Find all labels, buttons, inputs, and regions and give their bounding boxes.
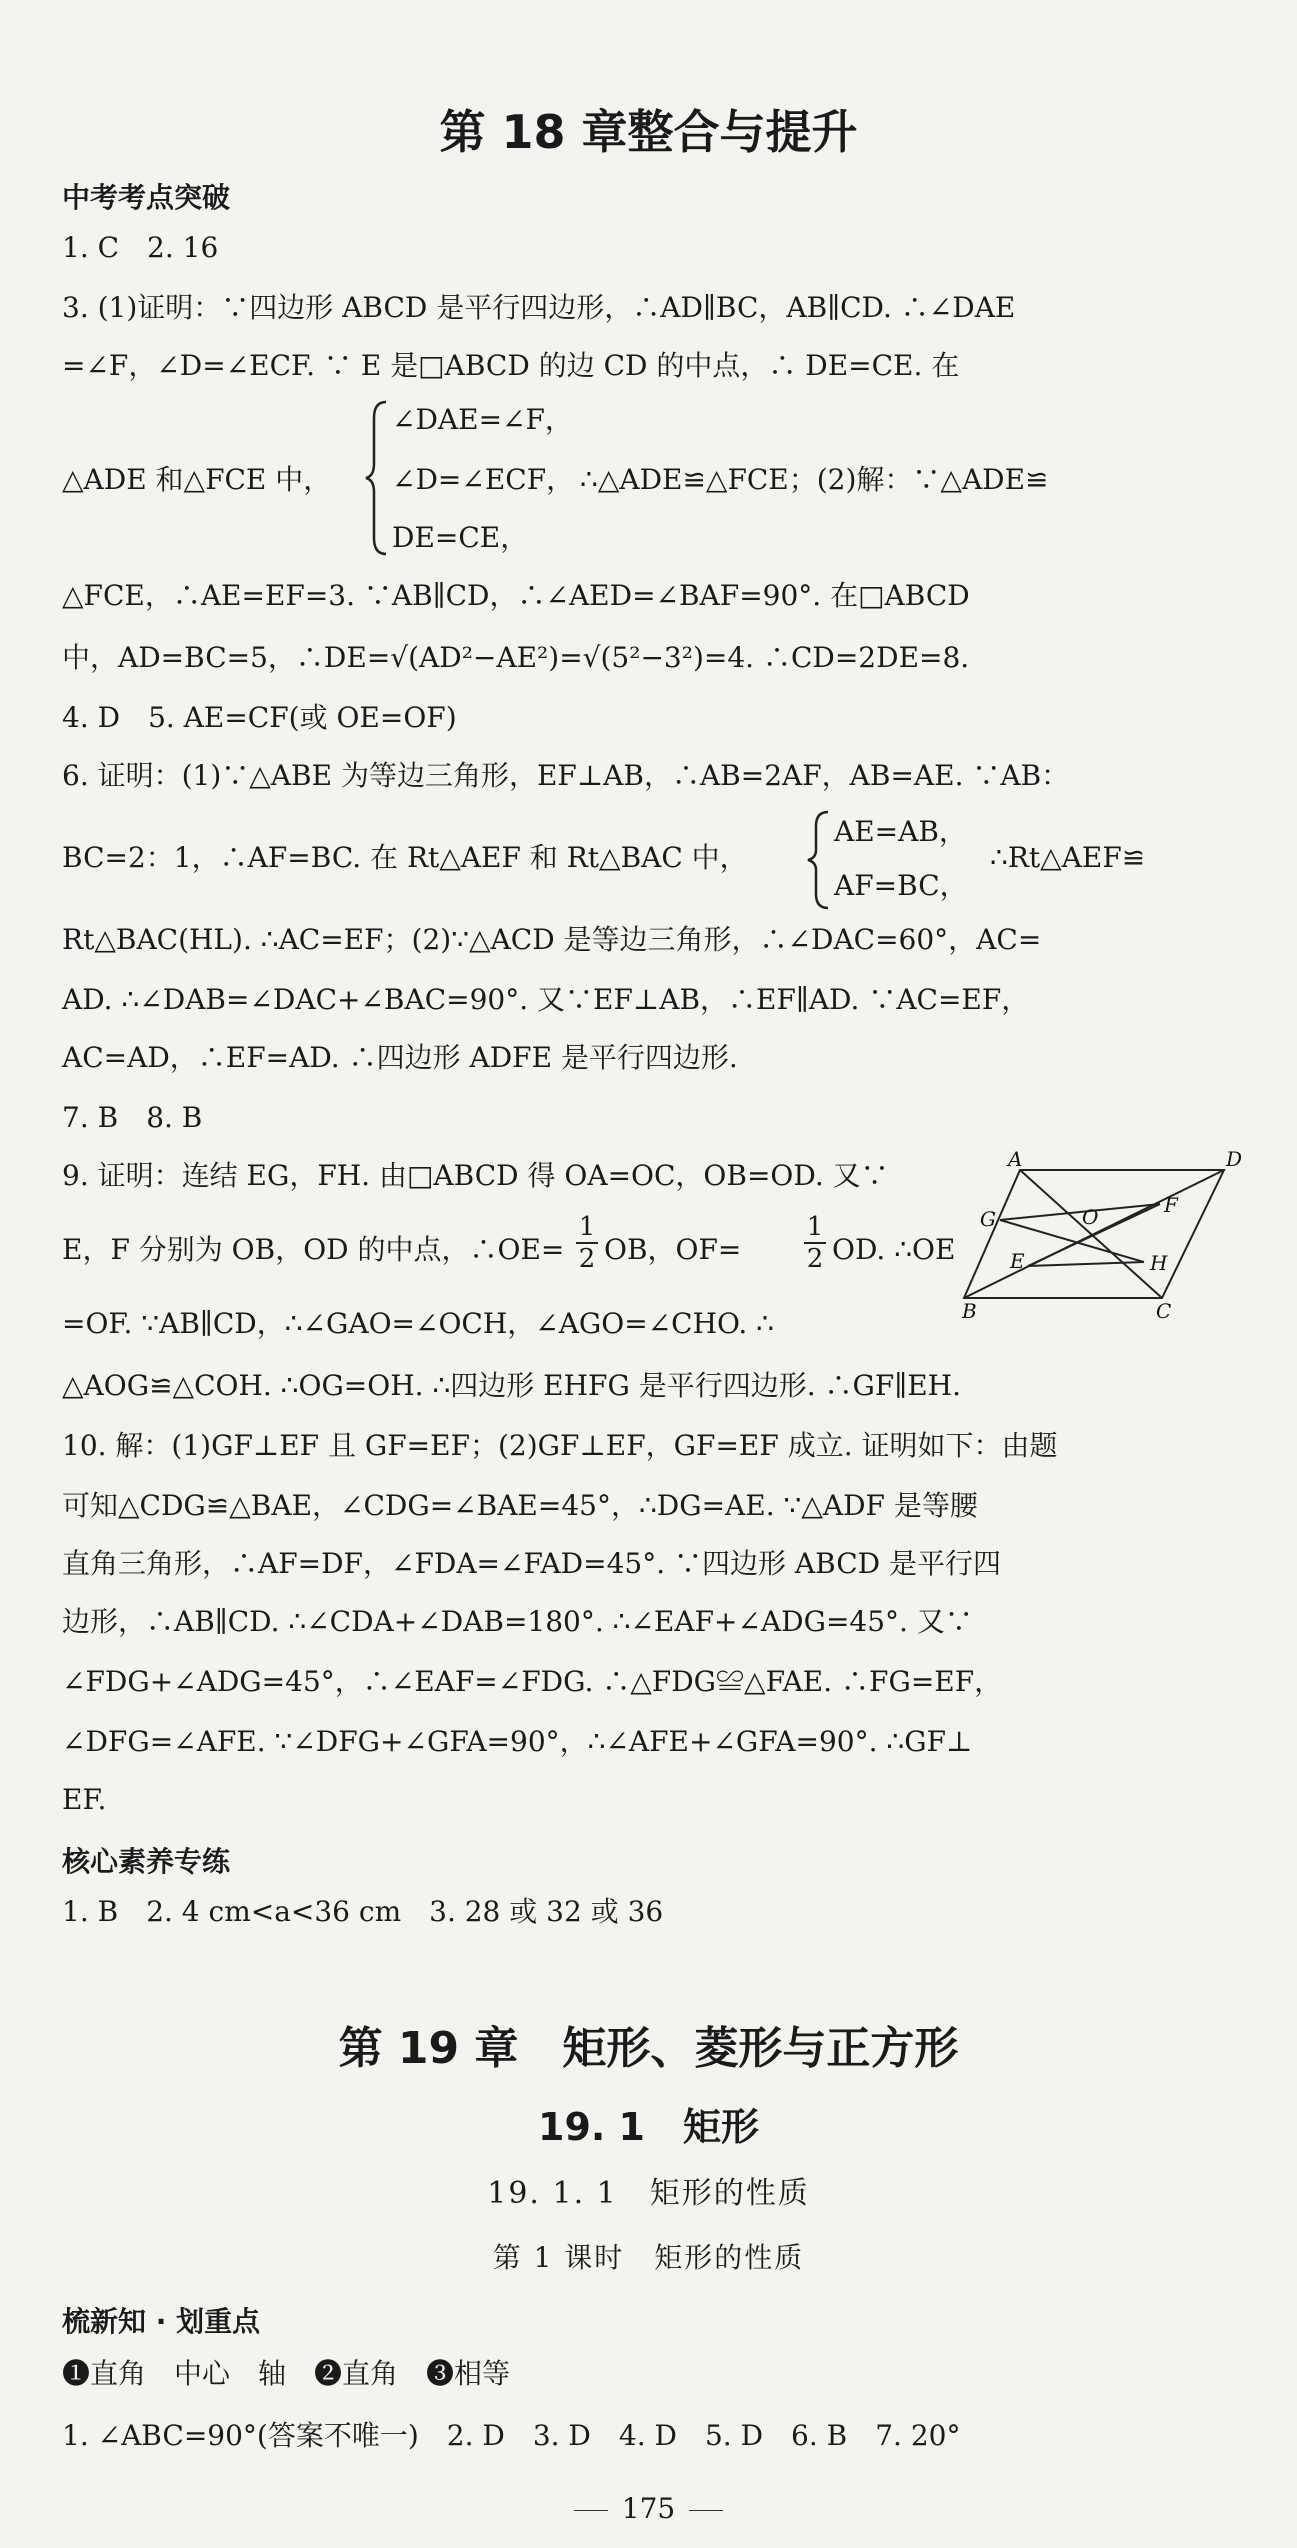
section-new-knowledge-title: 梳新知 · 划重点	[62, 2305, 261, 2338]
answer-line: ❶直角 中心 轴 ❷直角 ❸相等	[62, 2357, 511, 2390]
point-label: H	[1150, 1251, 1168, 1275]
lesson-title: 第 1 课时 矩形的性质	[492, 2241, 805, 2274]
answer-line: =∠F，∠D=∠ECF. ∵ E 是□ABCD 的边 CD 的中点，∴ DE=CE. 在	[62, 349, 960, 382]
answer-line: 直角三角形，∴AF=DF，∠FDA=∠FAD=45°. ∵四边形 ABCD 是平行四	[62, 1547, 1002, 1580]
answer-line: Rt△BAC(HL). ∴AC=EF；(2)∵△ACD 是等边三角形，∴∠DAC=60°，AC=	[62, 923, 1042, 956]
point-label: O	[1082, 1205, 1099, 1229]
page-number-text: 175	[621, 2492, 676, 2525]
section-exam-points-title: 中考考点突破	[62, 181, 231, 214]
section-core-literacy-title: 核心素养专练	[62, 1845, 231, 1878]
answer-line: 1. ∠ABC=90°(答案不唯一) 2. D 3. D 4. D 5. D 6. B 7. 20°	[62, 2419, 961, 2452]
left-brace	[804, 808, 834, 912]
point-label: E	[1010, 1249, 1025, 1273]
page-number	[0, 2492, 1297, 2525]
answer-line: ∠FDG+∠ADG=45°，∴∠EAF=∠FDG. ∴△FDG≌△FAE. ∴FG=EF，	[62, 1665, 1003, 1698]
answer-line: EF.	[62, 1783, 107, 1816]
answer-line: ∴Rt△AEF≌	[990, 841, 1146, 874]
answer-line: ∴△ADE≌△FCE；(2)解：∵△ADE≌	[580, 463, 1049, 496]
answer-line: 1. C 2. 16	[62, 231, 219, 264]
system-line: ∠D=∠ECF，	[392, 463, 575, 496]
dash-left	[574, 2510, 608, 2511]
brace-icon	[804, 808, 834, 912]
chapter19-title: 第 19 章 矩形、菱形与正方形	[338, 2023, 959, 2074]
answer-line: 9. 证明：连结 EG，FH. 由□ABCD 得 OA=OC，OB=OD. 又∵	[62, 1159, 889, 1192]
fraction-numerator: 1	[578, 1212, 596, 1242]
answer-line: △FCE，∴AE=EF=3. ∵AB∥CD，∴∠AED=∠BAF=90°. 在□ABCD	[62, 579, 970, 612]
answer-line: 中，AD=BC=5，∴DE=√(AD²−AE²)=√(5²−3²)=4. ∴CD=2DE=8.	[62, 641, 970, 674]
point-label: C	[1156, 1299, 1172, 1323]
system-line: ∠DAE=∠F，	[392, 403, 573, 436]
answer-line: ∠DFG=∠AFE. ∵∠DFG+∠GFA=90°，∴∠AFE+∠GFA=90°. ∴GF⊥	[62, 1725, 973, 1758]
answer-line: 4. D 5. AE=CF(或 OE=OF)	[62, 701, 457, 734]
diagonal-ac	[1020, 1170, 1162, 1298]
system-line: AE=AB，	[834, 815, 967, 848]
fraction-denominator: 2	[576, 1242, 598, 1274]
point-label: A	[1008, 1147, 1023, 1171]
answer-line: AC=AD，∴EF=AD. ∴四边形 ADFE 是平行四边形.	[62, 1041, 738, 1074]
answer-line: 1. B 2. 4 cm<a<36 cm 3. 28 或 32 或 36	[62, 1895, 664, 1928]
answer-line: △AOG≌△COH. ∴OG=OH. ∴四边形 EHFG 是平行四边形. ∴GF∥EH.	[62, 1369, 961, 1402]
answer-line: =OF. ∵AB∥CD，∴∠GAO=∠OCH，∠AGO=∠CHO. ∴	[62, 1307, 774, 1340]
answer-line: 可知△CDG≌△BAE，∠CDG=∠BAE=45°，∴DG=AE. ∵△ADF 是等腰	[62, 1489, 978, 1522]
left-brace	[362, 398, 392, 558]
parallelogram-figure	[962, 1147, 1243, 1323]
dash-right	[689, 2510, 723, 2511]
point-label: B	[962, 1299, 977, 1323]
brace-icon	[362, 398, 392, 558]
answer-line: △ADE 和△FCE 中，	[62, 463, 332, 496]
answer-line: 7. B 8. B	[62, 1101, 203, 1134]
chapter18-title: 第 18 章整合与提升	[439, 105, 858, 159]
fraction	[804, 1212, 826, 1274]
answer-line: AD. ∴∠DAB=∠DAC+∠BAC=90°. 又∵EF⊥AB，∴EF∥AD. ∵AC=EF，	[62, 983, 1030, 1016]
answer-line: OD. ∴OE	[832, 1233, 956, 1266]
fraction	[576, 1212, 598, 1274]
fraction-denominator: 2	[804, 1242, 826, 1274]
system-line: AF=BC，	[834, 869, 968, 902]
answer-line: BC=2：1，∴AF=BC. 在 Rt△AEF 和 Rt△BAC 中，	[62, 841, 748, 874]
answer-line: 10. 解：(1)GF⊥EF 且 GF=EF；(2)GF⊥EF，GF=EF 成立. 证明如下：由题	[62, 1429, 1058, 1462]
point-label: F	[1164, 1193, 1178, 1217]
answer-line: OB，OF=	[604, 1233, 742, 1266]
section-19-1-title: 19. 1 矩形	[538, 2105, 759, 2149]
answer-line: 6. 证明：(1)∵△ABE 为等边三角形，EF⊥AB，∴AB=2AF，AB=AE. ∵AB：	[62, 759, 1070, 792]
subsection-19-1-1-title: 19. 1. 1 矩形的性质	[487, 2176, 810, 2211]
system-line: DE=CE，	[392, 521, 529, 554]
point-label: G	[980, 1207, 996, 1231]
segment-gf	[1000, 1204, 1160, 1220]
point-label: D	[1226, 1147, 1243, 1171]
answer-line: 3. (1)证明：∵四边形 ABCD 是平行四边形，∴AD∥BC，AB∥CD. ∴∠DAE	[62, 291, 1016, 324]
answer-line: E，F 分别为 OB，OD 的中点，∴OE=	[62, 1233, 565, 1266]
answer-line: 边形，∴AB∥CD. ∴∠CDA+∠DAB=180°. ∴∠EAF+∠ADG=45°. 又∵	[62, 1605, 973, 1638]
fraction-numerator: 1	[806, 1212, 824, 1242]
